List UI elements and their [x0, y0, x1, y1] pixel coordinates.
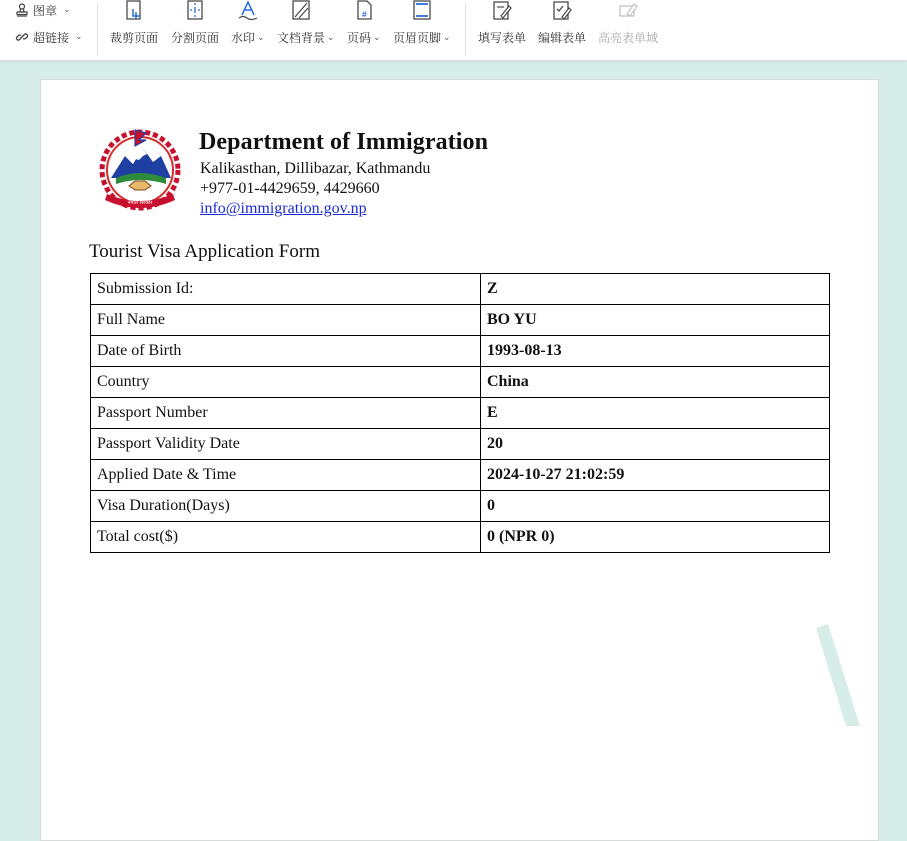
row-value: Z [481, 274, 830, 305]
table-row [91, 522, 830, 553]
table-row [91, 398, 830, 429]
table-row [91, 274, 830, 305]
document-background-label: 文档背景 [277, 31, 326, 45]
table-row [91, 367, 830, 398]
row-value: 2024-10-27 21:02:59 [481, 460, 830, 491]
stamp-label: 图章 [33, 3, 58, 18]
watermark-label: 水印 [231, 31, 256, 45]
row-label: Country [91, 367, 481, 398]
row-value: E [481, 398, 830, 429]
decorative-stroke [808, 620, 868, 730]
row-label: Total cost($) [91, 522, 481, 553]
page-number-icon [353, 0, 375, 22]
chevron-down-icon: ⌄ [443, 32, 451, 43]
crop-page-label: 裁剪页面 [110, 31, 159, 45]
crop-page-button[interactable] [110, 0, 158, 60]
table-row [91, 429, 830, 460]
department-phone: +977-01-4429659, 4429660 [200, 180, 380, 197]
document-background-icon [290, 0, 312, 22]
row-value: China [481, 367, 830, 398]
fill-form-label: 填写表单 [478, 31, 527, 45]
hyperlink-button[interactable] [15, 27, 83, 47]
watermark-icon [237, 0, 259, 22]
ribbon-toolbar [0, 0, 907, 61]
row-value: 0 (NPR 0) [481, 522, 830, 553]
row-label: Date of Birth [91, 336, 481, 367]
chevron-down-icon: ⌄ [257, 32, 265, 43]
edit-form-label: 编辑表单 [538, 31, 587, 45]
highlight-icon [617, 0, 639, 22]
toolbar-left-group [0, 0, 97, 60]
edit-form-button[interactable] [538, 0, 586, 60]
split-page-icon [184, 0, 206, 22]
header-footer-button[interactable] [393, 0, 451, 60]
nepal-emblem-icon [91, 126, 189, 212]
fill-form-button[interactable] [478, 0, 526, 60]
row-label: Applied Date & Time [91, 460, 481, 491]
header-footer-label: 页眉页脚 [393, 31, 442, 45]
svg-text:#: # [360, 10, 368, 19]
chevron-down-icon: ⌄ [373, 32, 381, 43]
split-page-label: 分割页面 [171, 31, 220, 45]
department-email-link[interactable]: info@immigration.gov.np [200, 200, 367, 217]
row-label: Full Name [91, 305, 481, 336]
department-title: Department of Immigration [199, 129, 489, 155]
page-number-label: 页码 [347, 31, 372, 45]
split-page-button[interactable] [171, 0, 219, 60]
row-value: 20 [481, 429, 830, 460]
highlight-form-fields-label: 高亮表单域 [598, 31, 659, 45]
toolbar-separator [97, 4, 98, 56]
document-page [40, 79, 879, 841]
table-row [91, 491, 830, 522]
row-label: Passport Validity Date [91, 429, 481, 460]
table-row [91, 336, 830, 367]
emblem-banner-text: नेपाल सरकार [127, 200, 153, 206]
form-title: Tourist Visa Application Form [89, 241, 320, 262]
header-footer-icon [411, 0, 433, 22]
toolbar-separator [465, 4, 466, 56]
crop-page-icon [123, 0, 145, 22]
edit-form-icon [551, 0, 573, 22]
row-value: BO YU [481, 305, 830, 336]
row-value: 1993-08-13 [481, 336, 830, 367]
visa-application-table [90, 273, 830, 553]
link-icon [15, 30, 29, 44]
table-row [91, 305, 830, 336]
department-address: Kalikasthan, Dillibazar, Kathmandu [200, 160, 431, 177]
row-label: Submission Id: [91, 274, 481, 305]
row-label: Visa Duration(Days) [91, 491, 481, 522]
hyperlink-label: 超链接 [33, 30, 70, 45]
chevron-down-icon: ⌄ [75, 32, 83, 42]
highlight-form-fields-button[interactable] [598, 0, 658, 60]
table-row [91, 460, 830, 491]
stamp-icon [15, 3, 29, 17]
page-number-button[interactable] [347, 0, 381, 60]
document-background-button[interactable] [277, 0, 335, 60]
watermark-button[interactable] [231, 0, 265, 60]
row-value: 0 [481, 491, 830, 522]
chevron-down-icon: ⌄ [327, 32, 335, 43]
chevron-down-icon: ⌄ [63, 5, 71, 15]
row-label: Passport Number [91, 398, 481, 429]
stamp-button[interactable] [15, 0, 71, 20]
fill-form-icon [491, 0, 513, 22]
